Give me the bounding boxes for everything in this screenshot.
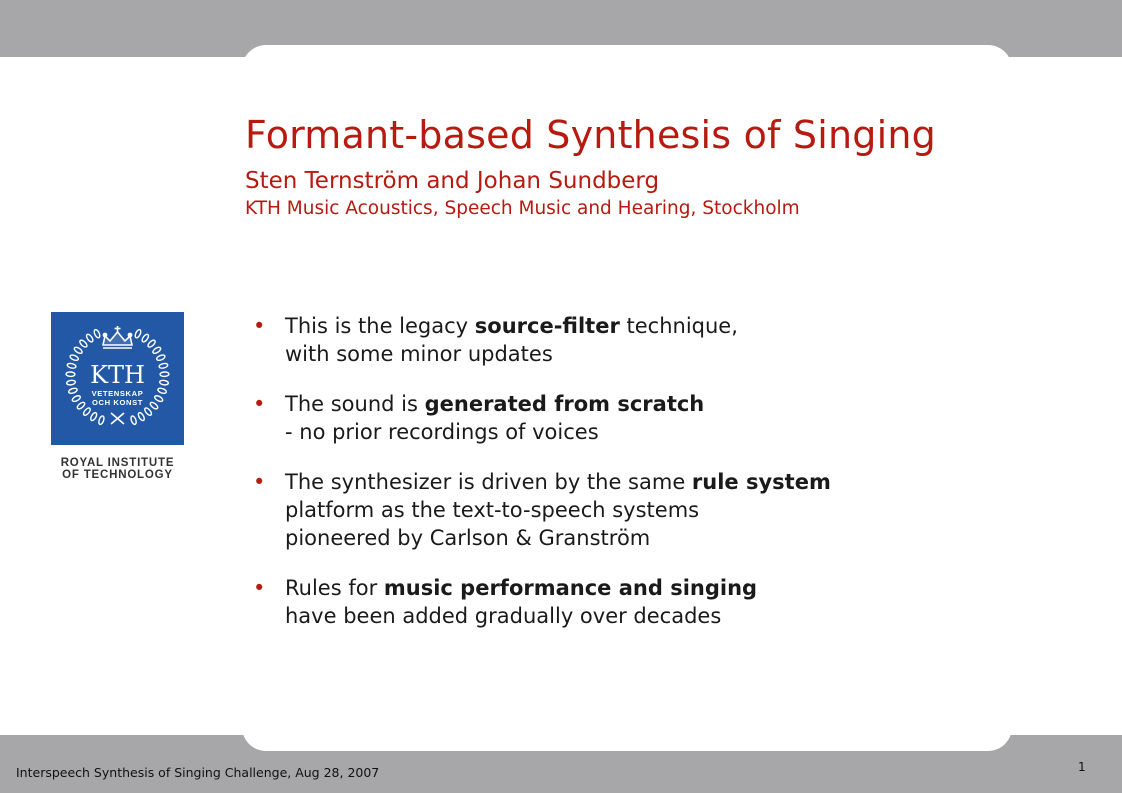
bullet-list xyxy=(253,312,973,652)
wreath-leaf-icon xyxy=(68,387,78,394)
bullet-dot-icon: • xyxy=(253,392,266,416)
bullet-item xyxy=(253,390,973,446)
wreath-leaf-icon xyxy=(98,415,105,425)
wreath-leaf-icon xyxy=(154,395,164,403)
wreath-leaf-icon xyxy=(85,333,94,343)
bullet-line: This is the legacy source-filter technique, xyxy=(285,314,738,338)
wreath-leaf-icon xyxy=(134,329,142,339)
bullet-dot-icon: • xyxy=(253,576,266,600)
wreath-leaf-icon xyxy=(159,380,168,386)
wreath-leaf-icon xyxy=(66,372,75,377)
slide-title: Formant-based Synthesis of Singing xyxy=(245,113,936,157)
wreath-leaf-icon xyxy=(141,333,150,343)
page-number: 1 xyxy=(1078,760,1086,774)
bullet-item xyxy=(253,312,973,368)
wreath-leaf-icon xyxy=(152,346,162,355)
logo-motto-line1: VETENSKAP xyxy=(91,389,144,398)
bullet-line: The sound is generated from scratch xyxy=(285,392,705,416)
wreath-leaf-icon xyxy=(93,329,101,339)
wreath-leaf-icon xyxy=(76,401,86,410)
logo-caption-line1: ROYAL INSTITUTE xyxy=(60,457,175,469)
wreath-leaf-icon xyxy=(67,363,77,369)
kth-emblem-icon xyxy=(51,312,184,445)
wreath-leaf-icon xyxy=(159,363,169,369)
bullet-dot-icon: • xyxy=(253,470,266,494)
slide-authors: Sten Ternström and Johan Sundberg xyxy=(245,168,660,194)
wreath-leaf-icon xyxy=(137,412,145,422)
bullet-line: platform as the text-to-speech systems xyxy=(285,498,700,522)
bullet-item xyxy=(253,468,973,552)
bullet-item xyxy=(253,574,973,630)
wreath-leaf-icon xyxy=(147,339,156,348)
wreath-leaf-icon xyxy=(79,339,88,348)
slide-affiliation: KTH Music Acoustics, Speech Music and Hearing, Stockholm xyxy=(245,198,800,219)
wreath-leaf-icon xyxy=(149,401,159,410)
wreath-leaf-icon xyxy=(69,354,79,361)
bullet-line: have been added gradually over decades xyxy=(285,604,722,628)
wreath-leaf-icon xyxy=(130,415,137,425)
wreath-leaf-icon xyxy=(71,395,81,403)
bullet-line: - no prior recordings of voices xyxy=(285,420,599,444)
bullet-line: pioneered by Carlson & Granström xyxy=(285,526,651,550)
wreath-leaf-icon xyxy=(73,346,83,355)
bullet-line: The synthesizer is driven by the same rule system xyxy=(285,470,831,494)
footer-text: Interspeech Synthesis of Singing Challenge, Aug 28, 2007 xyxy=(16,765,380,780)
bullet-line: Rules for music performance and singing xyxy=(285,576,758,600)
wreath-leaf-icon xyxy=(66,380,75,386)
bullet-dot-icon: • xyxy=(253,314,266,338)
logo-caption-line2: OF TECHNOLOGY xyxy=(62,469,173,481)
logo-caption xyxy=(51,457,184,481)
wreath-leaf-icon xyxy=(144,407,153,417)
wreath-leaf-icon xyxy=(156,354,166,361)
logo-motto-line2: OCH KONST xyxy=(92,398,143,407)
kth-logo xyxy=(51,312,184,445)
wreath-leaf-icon xyxy=(82,407,91,417)
wreath-leaf-icon xyxy=(157,387,167,394)
wreath-leaf-icon xyxy=(90,412,98,422)
logo-monogram: KTH xyxy=(90,361,145,389)
bullet-line: with some minor updates xyxy=(285,342,553,366)
wreath-leaf-icon xyxy=(160,372,169,377)
